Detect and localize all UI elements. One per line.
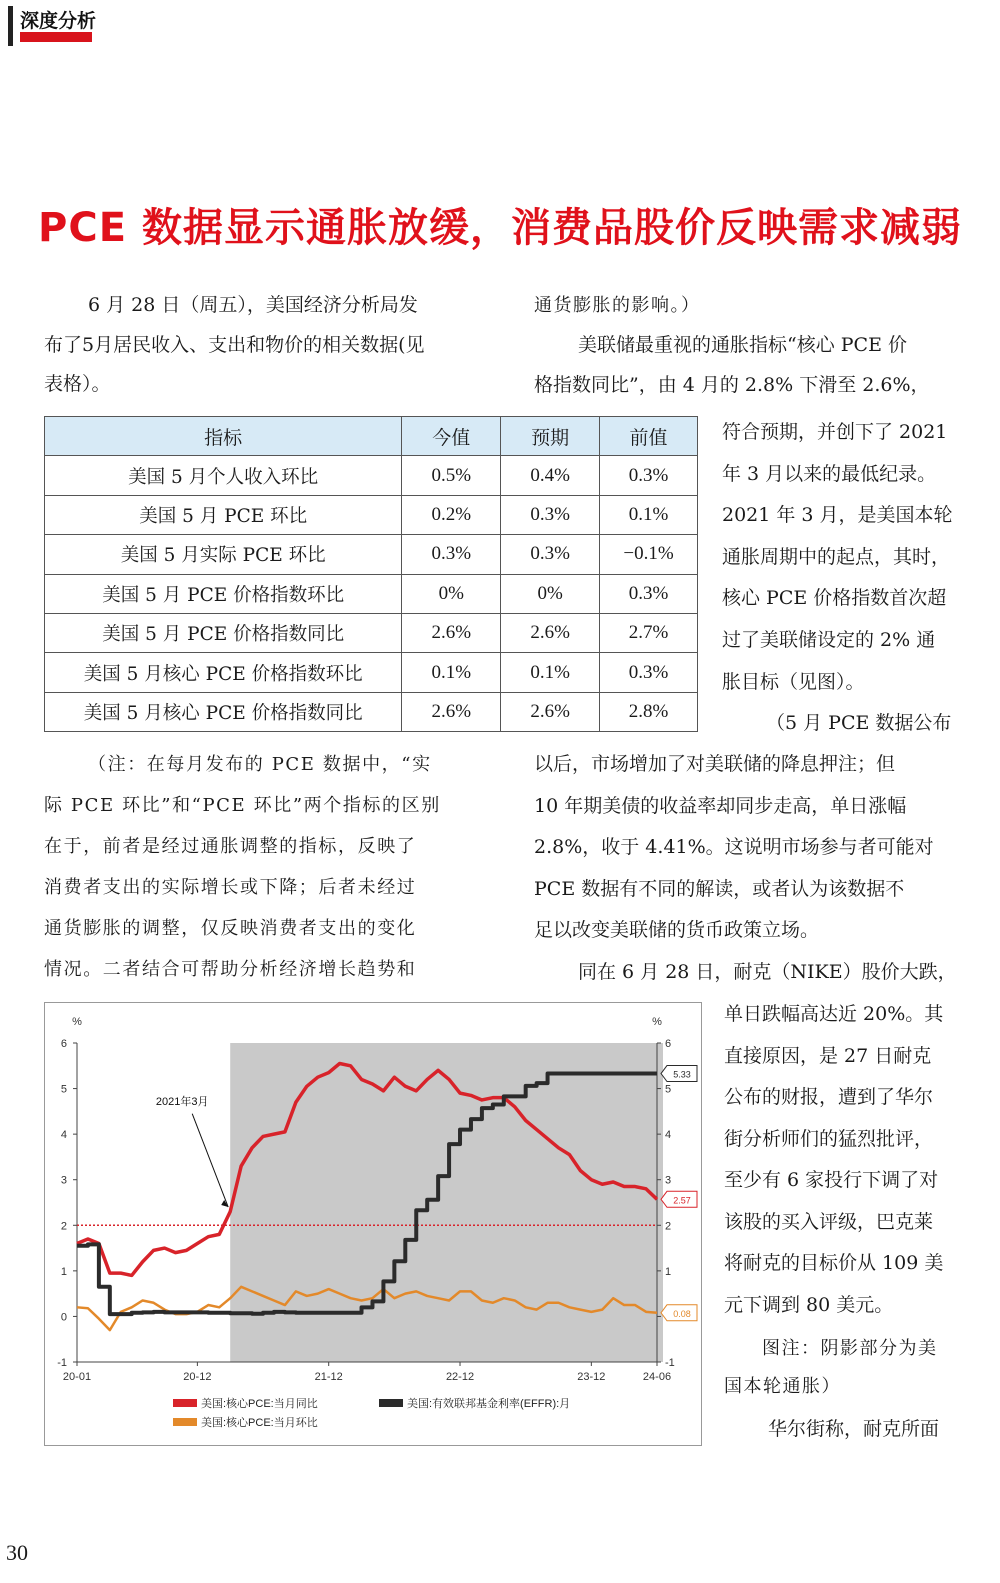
table-cell: 0.5%: [402, 456, 501, 495]
text-line: 过了美联储设定的 2% 通: [722, 628, 936, 651]
table-row: [45, 535, 698, 574]
x-tick-label: 23-12: [577, 1371, 606, 1383]
chart-figure: [44, 1002, 702, 1446]
table-row: [45, 613, 698, 652]
right-text-top: [534, 286, 974, 405]
table-cell: 美国 5 月个人收入环比: [45, 456, 402, 495]
text-line: 以后，市场增加了对美联储的降息押注；但: [534, 753, 896, 775]
table-cell: 0.3%: [501, 495, 600, 534]
page-number: 30: [6, 1540, 28, 1565]
legend-label: 美国:核心PCE:当月同比: [201, 1398, 318, 1410]
table-cell: 0.3%: [501, 535, 600, 574]
section-label: 深度分析: [20, 10, 97, 32]
table-row: [45, 653, 698, 692]
text-line: 2021 年 3 月，是美国本轮: [722, 504, 953, 527]
header-cell: 今值: [402, 417, 501, 456]
table-cell: 0.1%: [402, 653, 501, 692]
table-row: [45, 495, 698, 534]
table-cell: 0.3%: [402, 535, 501, 574]
table-cell: 美国 5 月 PCE 价格指数环比: [45, 574, 402, 613]
text-line: 足以改变美联储的货币政策立场。: [534, 919, 820, 941]
text-line: 年 3 月以来的最低纪录。: [722, 462, 937, 485]
text-line: 该股的买入评级，巴克莱: [724, 1210, 934, 1233]
table-row: [45, 574, 698, 613]
note-line: 在于，前者是经过通胀调整的指标，反映了: [44, 836, 417, 857]
end-label-core-yoy: 2.57: [673, 1195, 691, 1206]
pce-chart: [45, 1003, 701, 1445]
table-cell: 0.3%: [600, 574, 698, 613]
text-line: 符合预期，并创下了 2021: [722, 421, 948, 443]
text-line: 元下调到 80 美元。: [724, 1293, 894, 1316]
y-tick-label-left: 2: [60, 1220, 67, 1233]
text-line: 10 年期美债的收益率却同步走高，单日涨幅: [534, 794, 907, 817]
y-tick-label-right: 6: [665, 1038, 672, 1050]
right-text-mid: [534, 744, 976, 993]
note-line: （注：在每月发布的 PCE 数据中，“实: [88, 754, 432, 775]
y-tick-label-right: 4: [665, 1129, 672, 1142]
y-tick-label-left: -1: [57, 1357, 67, 1369]
y-tick-label-right: 1: [665, 1265, 672, 1278]
y-tick-label-left: 4: [60, 1129, 67, 1142]
table-header-row: [45, 417, 698, 456]
table-cell: −0.1%: [600, 535, 698, 574]
end-label-effr: 5.33: [673, 1069, 691, 1080]
y-tick-label-right: 5: [665, 1083, 672, 1096]
x-tick-label: 20-01: [62, 1371, 92, 1383]
y-tick-label-right: 2: [665, 1220, 672, 1233]
note-line: 通货膨胀的调整，仅反映消费者支出的变化: [44, 918, 417, 939]
y-tick-label-left: 6: [60, 1038, 67, 1050]
table-cell: 0.3%: [600, 653, 698, 692]
caption-line: 国本轮通胀）: [724, 1376, 841, 1397]
legend-label: 美国:有效联邦基金利率(EFFR):月: [407, 1398, 571, 1410]
section-underline: [20, 32, 92, 42]
y-tick-label-left: 3: [60, 1174, 67, 1187]
note-line: 际 PCE 环比”和“PCE 环比”两个指标的区别: [44, 795, 441, 816]
table-cell: 0%: [501, 574, 600, 613]
table-cell: 0.1%: [600, 495, 698, 534]
table-cell: 美国 5 月实际 PCE 环比: [45, 535, 402, 574]
table-row: [45, 692, 698, 731]
text-line: 2.8%，收于 4.41%。这说明市场参与者可能对: [534, 836, 934, 858]
text-line: PCE 数据有不同的解读，或者认为该数据不: [534, 877, 905, 900]
legend-swatch: [173, 1399, 197, 1407]
text-line: 核心 PCE 价格指数首次超: [722, 587, 947, 610]
intro-line: 6 月 28 日（周五），美国经济分析局发: [88, 294, 418, 316]
annotation-label: 2021年3月: [155, 1095, 209, 1108]
text-line: 至少有 6 家投行下调了对: [724, 1169, 939, 1191]
table-cell: 0%: [402, 574, 501, 613]
note-paragraph: [44, 744, 489, 990]
right-text-narrow-b: [724, 994, 979, 1326]
text-line: 美联储最重视的通胀指标“核心 PCE 价: [578, 334, 907, 356]
text-line: 通胀周期中的起点，其时，: [722, 545, 951, 568]
last-line: 华尔街称，耐克所面: [768, 1418, 940, 1440]
text-line: 同在 6 月 28 日，耐克（NIKE）股价大跌，: [578, 960, 957, 983]
text-line: 直接原因，是 27 日耐克: [724, 1044, 932, 1067]
header-cell: 前值: [600, 417, 698, 456]
data-table: [44, 416, 698, 732]
y-tick-label-right: 3: [665, 1174, 672, 1187]
table-cell: 美国 5 月 PCE 价格指数同比: [45, 613, 402, 652]
y-unit-left: %: [72, 1016, 82, 1028]
table-cell: 2.7%: [600, 613, 698, 652]
y-tick-label-left: 1: [60, 1265, 67, 1278]
intro-line: 布了5月居民收入、支出和物价的相关数据(见: [44, 333, 425, 356]
end-label-core-mom: 0.08: [673, 1308, 691, 1319]
legend-swatch: [379, 1399, 403, 1407]
y-unit-right: %: [652, 1016, 662, 1028]
x-tick-label: 22-12: [445, 1371, 475, 1383]
y-tick-label-right: -1: [665, 1357, 675, 1369]
table-cell: 0.4%: [501, 456, 600, 495]
figure-caption: [724, 1330, 979, 1406]
header-cell: 指标: [45, 417, 402, 456]
table-cell: 0.2%: [402, 495, 501, 534]
table-cell: 美国 5 月 PCE 环比: [45, 495, 402, 534]
table-cell: 2.6%: [402, 613, 501, 652]
table-cell: 2.6%: [402, 692, 501, 731]
x-tick-label: 21-12: [314, 1371, 343, 1383]
section-marker-bar: [8, 6, 13, 46]
text-line: 通货膨胀的影响。）: [534, 295, 701, 316]
text-line: 公布的财报，遭到了华尔: [724, 1086, 934, 1108]
text-line: 单日跌幅高达近 20%。其: [724, 1003, 944, 1025]
y-tick-label-left: 0: [60, 1311, 67, 1324]
table-cell: 2.6%: [501, 613, 600, 652]
table-cell: 美国 5 月核心 PCE 价格指数环比: [45, 653, 402, 692]
x-tick-label: 24-06: [642, 1371, 672, 1383]
note-line: 情况。二者结合可帮助分析经济增长趋势和: [44, 959, 417, 980]
header-cell: 预期: [501, 417, 600, 456]
x-tick-label: 20-12: [183, 1371, 212, 1383]
table-cell: 0.1%: [501, 653, 600, 692]
text-line: 街分析师们的猛烈批评，: [724, 1127, 934, 1150]
legend-swatch: [173, 1418, 197, 1426]
text-line: （5 月 PCE 数据公布: [766, 712, 952, 735]
right-text-narrow-a: [722, 412, 977, 745]
note-line: 消费者支出的实际增长或下降；后者未经过: [44, 877, 417, 898]
table-cell: 2.6%: [501, 692, 600, 731]
article-title: PCE 数据显示通胀放缓，消费品股价反映需求减弱: [38, 205, 962, 251]
table-cell: 2.8%: [600, 692, 698, 731]
table-row: [45, 456, 698, 495]
text-line: 将耐克的目标价从 109 美: [724, 1252, 944, 1274]
text-line: 格指数同比”，由 4 月的 2.8% 下滑至 2.6%，: [534, 373, 930, 396]
intro-paragraph: [44, 286, 489, 405]
table-cell: 美国 5 月核心 PCE 价格指数同比: [45, 692, 402, 731]
text-line: 胀目标（见图）。: [722, 670, 865, 693]
annotation-arrow: [192, 1114, 228, 1207]
caption-line: 图注：阴影部分为美: [762, 1338, 938, 1359]
table-cell: 0.3%: [600, 456, 698, 495]
y-tick-label-left: 5: [60, 1083, 67, 1096]
legend-label: 美国:核心PCE:当月环比: [201, 1417, 318, 1429]
intro-line: 表格）。: [44, 373, 111, 396]
